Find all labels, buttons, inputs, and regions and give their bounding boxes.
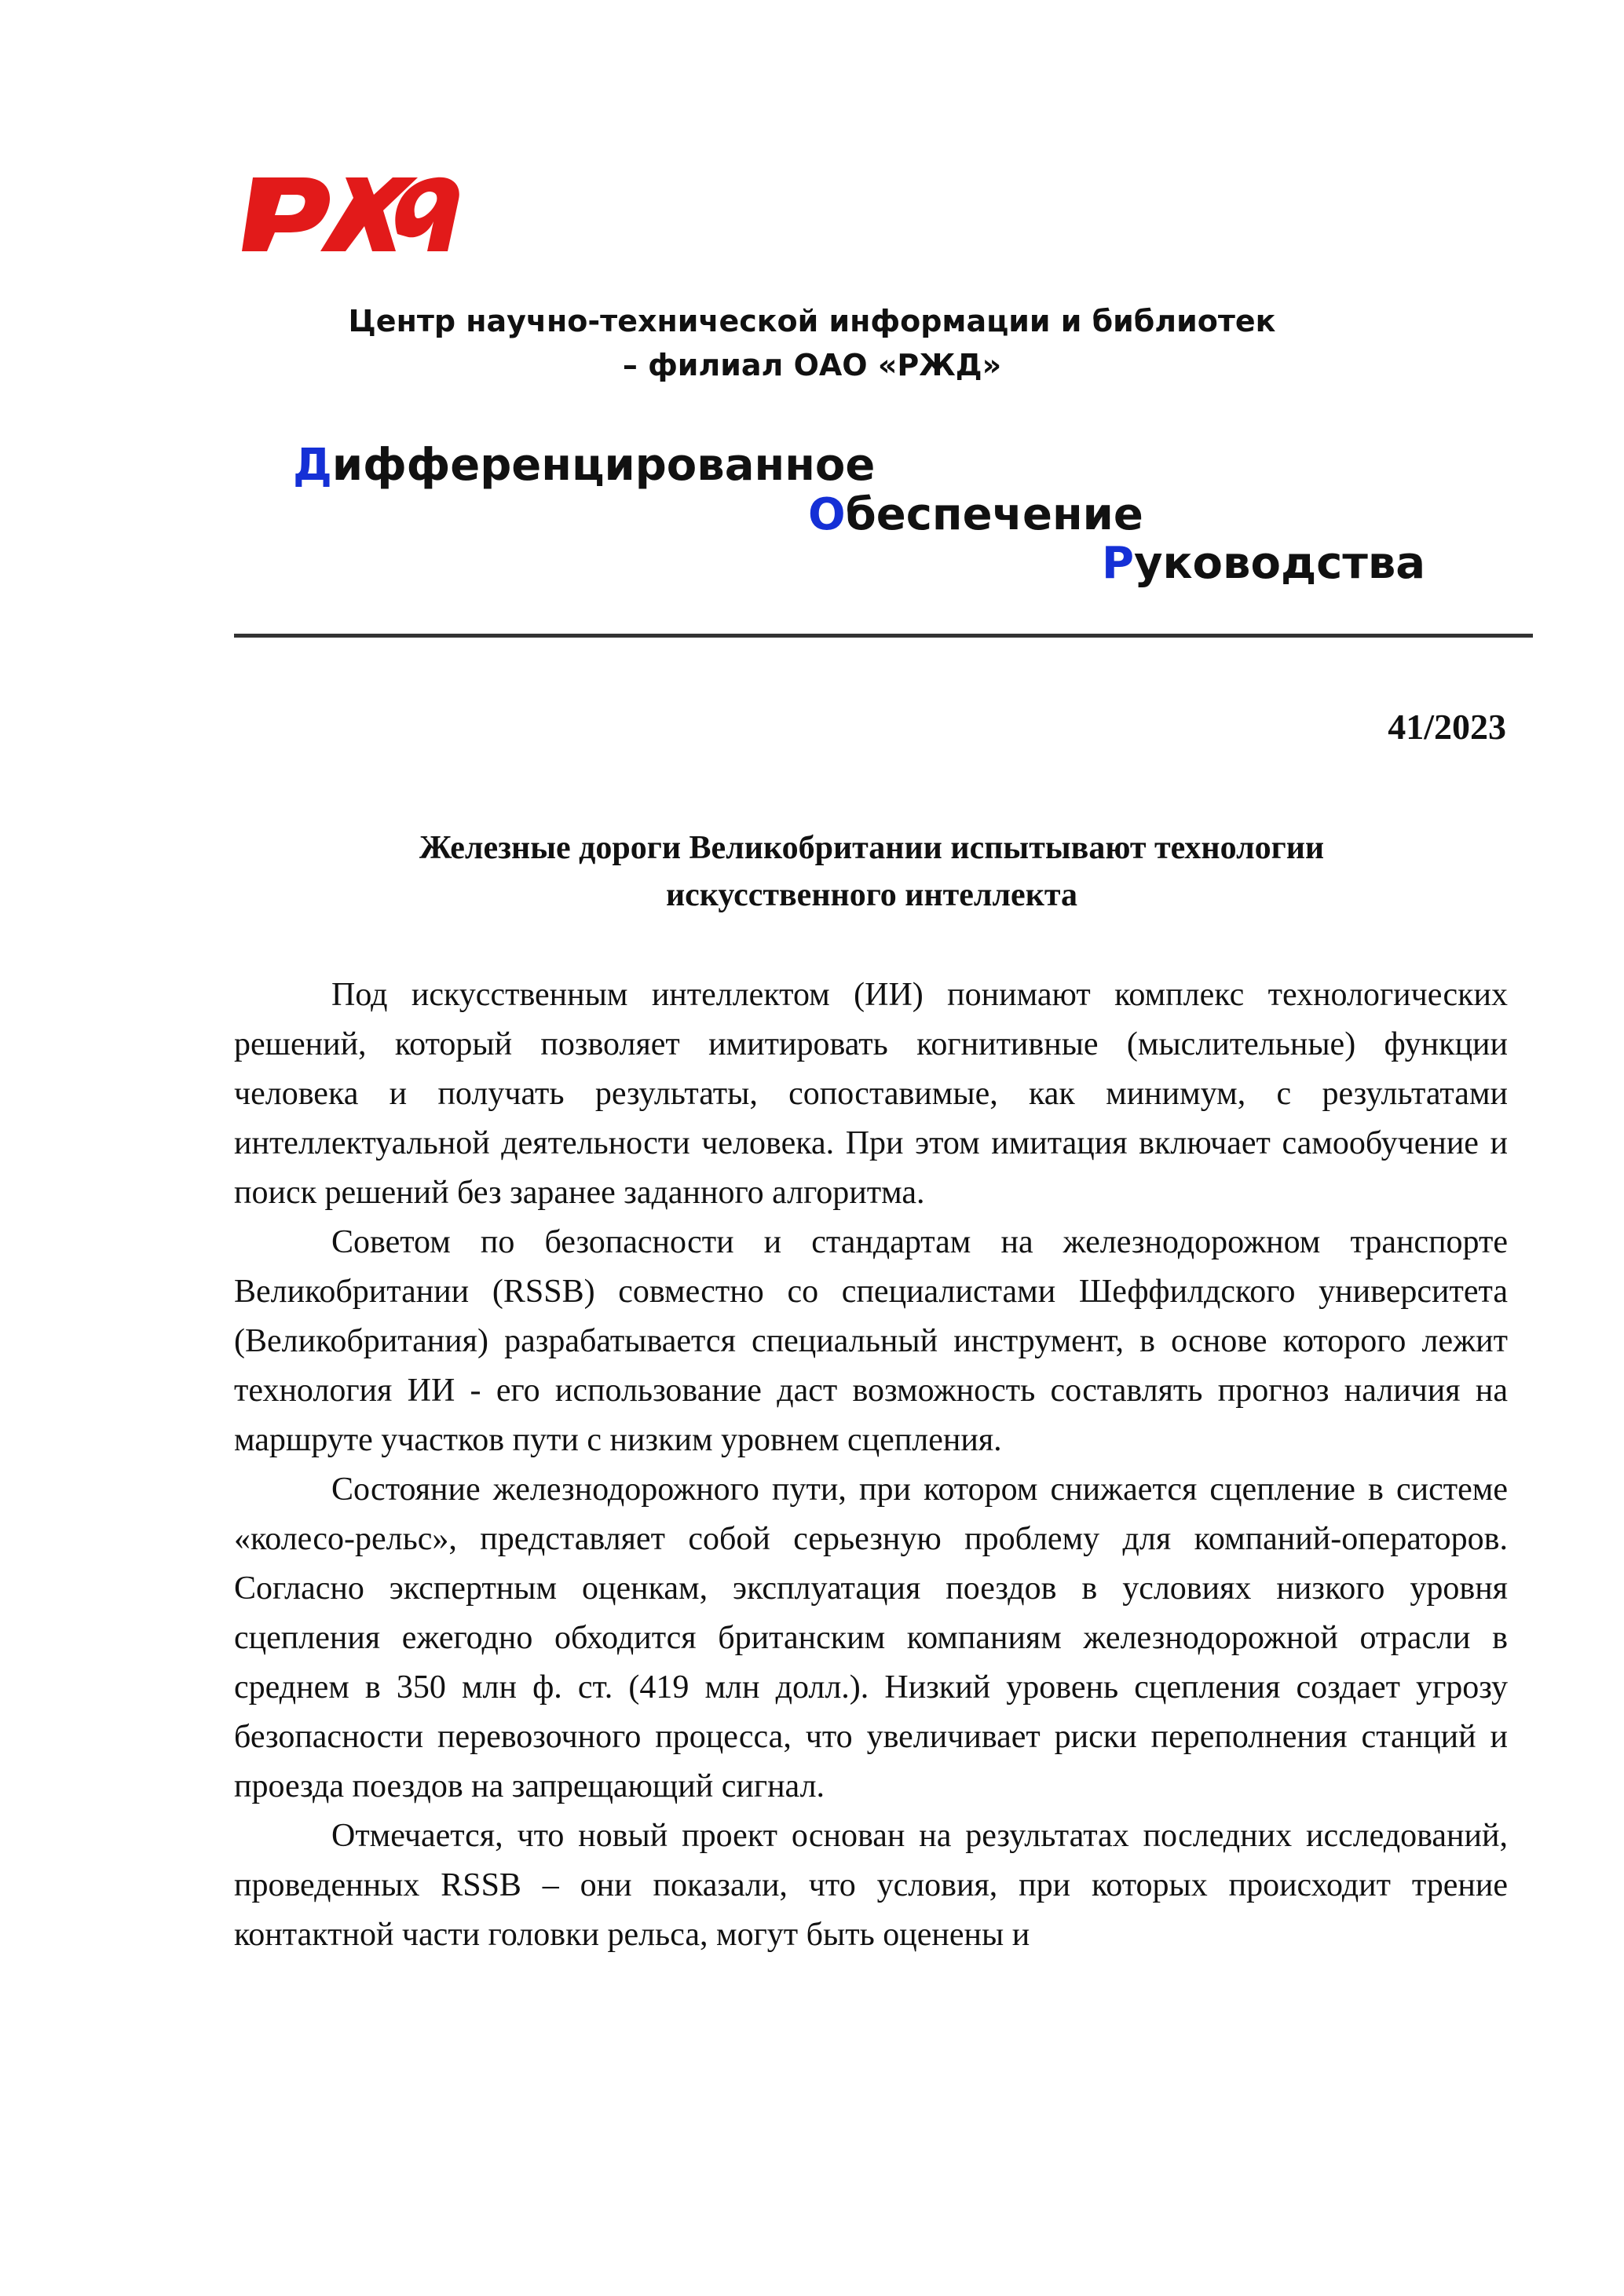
- series-rest-3: уководства: [1134, 538, 1426, 589]
- issue-number: 41/2023: [1388, 707, 1506, 747]
- series-rest-1: ифференцированное: [331, 440, 876, 491]
- series-initial-1: Д: [293, 440, 332, 491]
- organization-affiliation: – филиал ОАО «РЖД»: [622, 348, 1002, 382]
- paragraph: Под искусственным интеллектом (ИИ) понимают комплекс технологических решений, который позволяет имитировать когнитивные (мыслительные) функции человека и получать результаты, сопоставимые, как минимум, с результатами интеллектуальной деятельности человека. При этом имитация включает самообучение и поиск решений без заранее заданного алгоритма.: [234, 977, 1508, 1211]
- series-word-1: [293, 438, 875, 493]
- paragraph: Состояние железнодорожного пути, при котором снижается сцепление в системе «колесо-рельс», представляет собой серьезную проблему для компаний-операторов. Согласно экспертным оценкам, эксплуатация поездов в условиях низкого уровня сцепления ежегодно обходится британским компаниям железнодорожной отрасли в среднем в 350 млн ф. ст. (419 млн долл.). Низкий уровень сцепления создает угрозу безопасности перевозочного процесса, что увеличивает риски переполнения станций и проезда поездов на запрещающий сигнал.: [234, 1472, 1508, 1804]
- series-rest-2: беспечение: [845, 489, 1143, 540]
- paragraph: Отмечается, что новый проект основан на результатах последних исследований, проведенных RSSB – они показали, что условия, при которых происходит трение контактной части головки рельса, могут быть оценены и: [234, 1818, 1508, 1953]
- series-initial-3: Р: [1102, 538, 1135, 589]
- series-word-2: [808, 488, 1143, 543]
- paragraph: Советом по безопасности и стандартам на железнодорожном транспорте Великобритании (RSSB) совместно со специалистами Шеффилдского университета (Великобритания) разрабатывается специальный инструмент, в основе которого лежит технология ИИ - его использование даст возможность составлять прогноз наличия на маршруте участков пути с низким уровнем сцепления.: [234, 1224, 1508, 1458]
- article-title-line-2: искусственного интеллекта: [665, 877, 1078, 913]
- organization-name: Центр научно-технической информации и библиотек: [348, 304, 1276, 338]
- article-title-line-1: Железные дороги Великобритании испытывают технологии: [419, 830, 1325, 866]
- rzd-logo-icon: [236, 154, 463, 254]
- article-body: [234, 971, 1508, 1960]
- series-word-3: [1102, 536, 1425, 591]
- series-initial-2: О: [808, 489, 846, 540]
- header-divider: [234, 634, 1533, 638]
